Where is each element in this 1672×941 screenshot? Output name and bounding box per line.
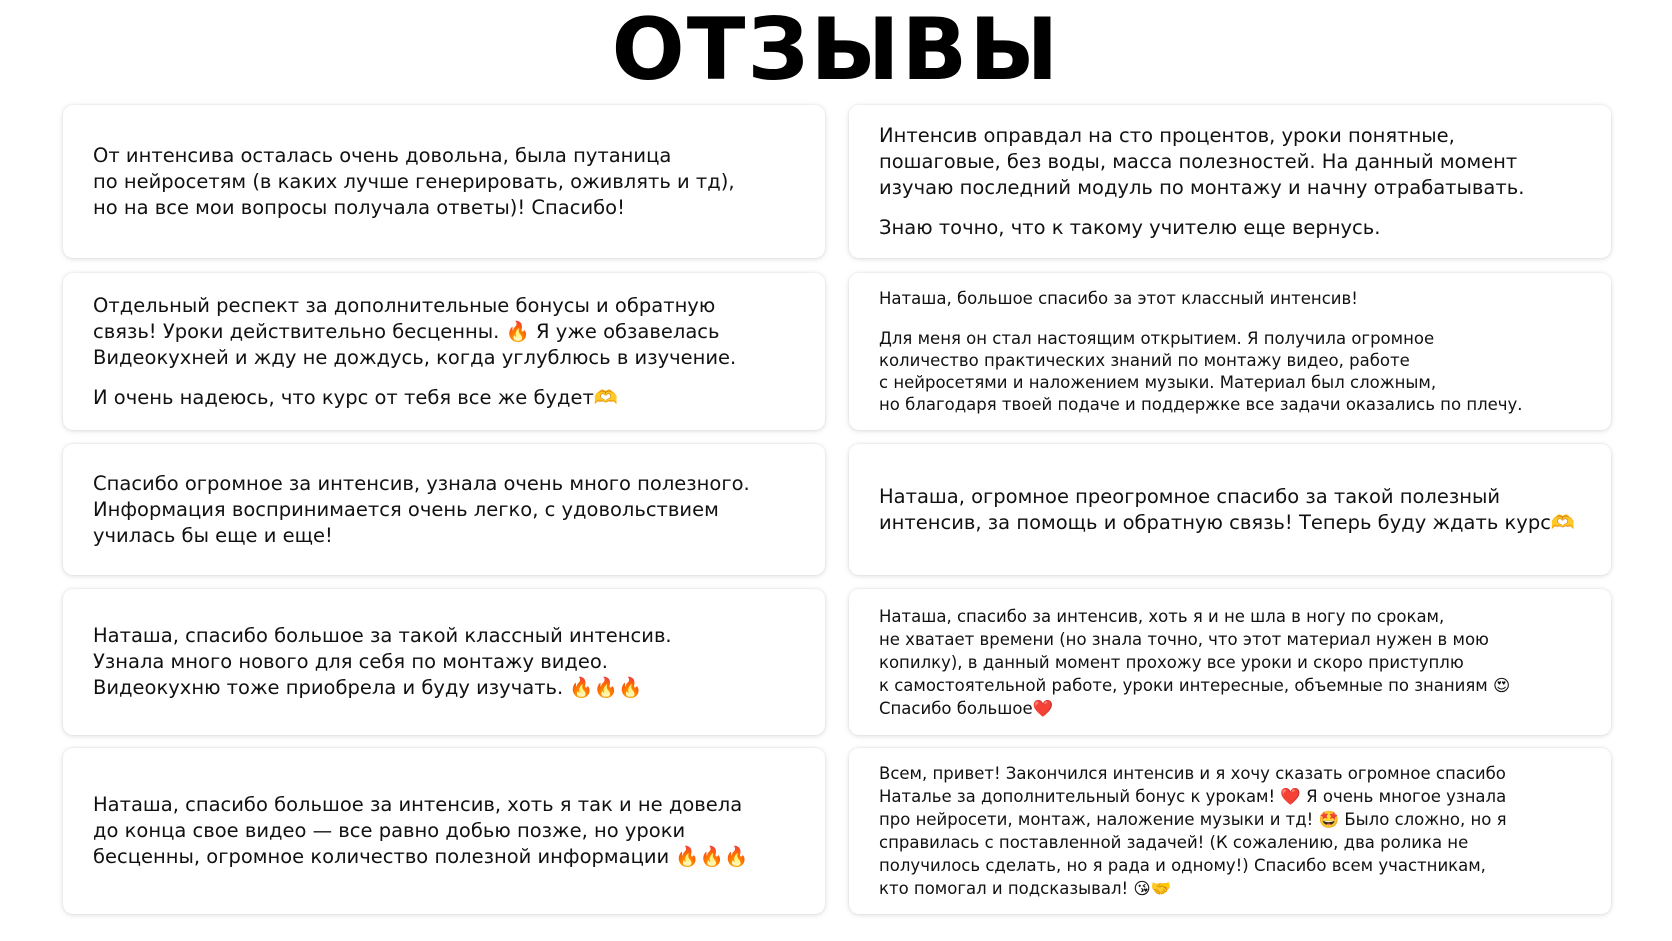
review-text: И очень надеюсь, что курс от тебя все же будет🫶 bbox=[93, 385, 619, 409]
review-text: Наташа, спасибо большое за интенсив, хоть я так и не довела до конца свое видео — все равно добью позже, но уроки бесценны, огромное количество полезной информации 🔥🔥🔥 bbox=[93, 793, 749, 868]
review-card bbox=[849, 105, 1611, 258]
review-text: Наташа, большое спасибо за этот классный интенсив! bbox=[879, 288, 1358, 308]
review-card bbox=[63, 105, 825, 258]
review-text: Интенсив оправдал на сто процентов, уроки понятные, пошаговые, без воды, масса полезностей. На данный момент изучаю последний модуль по монтажу и начну отрабатывать. bbox=[879, 123, 1525, 199]
review-text: От интенсива осталась очень довольна, была путаница по нейросетям (в каких лучше генерировать, оживлять и тд), но на все мои вопросы получала ответы)! Спасибо! bbox=[93, 143, 735, 219]
review-card bbox=[849, 273, 1611, 430]
page-title: ОТЗЫВЫ bbox=[611, 0, 1061, 100]
review-text: Отдельный респект за дополнительные бонусы и обратную связь! Уроки действительно бесценны. 🔥 Я уже обзавелась Видеокухней и жду не дождусь, когда углублюсь в изучение. bbox=[93, 293, 737, 369]
review-text: Всем, привет! Закончился интенсив и я хочу сказать огромное спасибо Наталье за дополнительный бонус к урокам! ❤️ Я очень многое узнала про нейросети, монтаж, наложение музыки и тд! 🤩 Было сложно, но я справилась с поставленной задачей! (К сожалению, два ролика не получилось сделать, но я рада и одному!) Спасибо всем участникам, кто помогал и подсказывал! 😘🤝 bbox=[879, 764, 1507, 898]
review-card bbox=[63, 444, 825, 575]
review-card bbox=[849, 444, 1611, 575]
review-card bbox=[63, 273, 825, 430]
review-text: Наташа, огромное преогромное спасибо за такой полезный интенсив, за помощь и обратную связь! Теперь буду ждать курс🫶 bbox=[879, 484, 1576, 534]
review-card bbox=[63, 589, 825, 735]
review-text: Знаю точно, что к такому учителю еще вернусь. bbox=[879, 215, 1381, 239]
review-text: Наташа, спасибо за интенсив, хоть я и не шла в ногу по срокам, не хватает времени (но знала точно, что этот материал нужен в мою копилку), в данный момент прохожу все уроки и скоро приступлю к самостоятельной работе, уроки интересные, объемные по знаниям 😍 Спасибо большое❤️ bbox=[879, 606, 1511, 718]
review-card bbox=[849, 589, 1611, 735]
review-card bbox=[849, 748, 1611, 914]
review-card bbox=[63, 748, 825, 914]
review-text: Для меня он стал настоящим открытием. Я получила огромное количество практических знаний по монтажу видео, работе с нейросетями и наложением музыки. Материал был сложным, но благодаря твоей подаче и поддержке все задачи оказались по плечу. bbox=[879, 328, 1523, 414]
review-text: Спасибо огромное за интенсив, узнала очень много полезного. Информация воспринимается очень легко, с удовольствием училась бы еще и еще! bbox=[93, 471, 750, 547]
review-text: Наташа, спасибо большое за такой классный интенсив. Узнала много нового для себя по монтажу видео. Видеокухню тоже приобрела и буду изучать. 🔥🔥🔥 bbox=[93, 624, 672, 699]
